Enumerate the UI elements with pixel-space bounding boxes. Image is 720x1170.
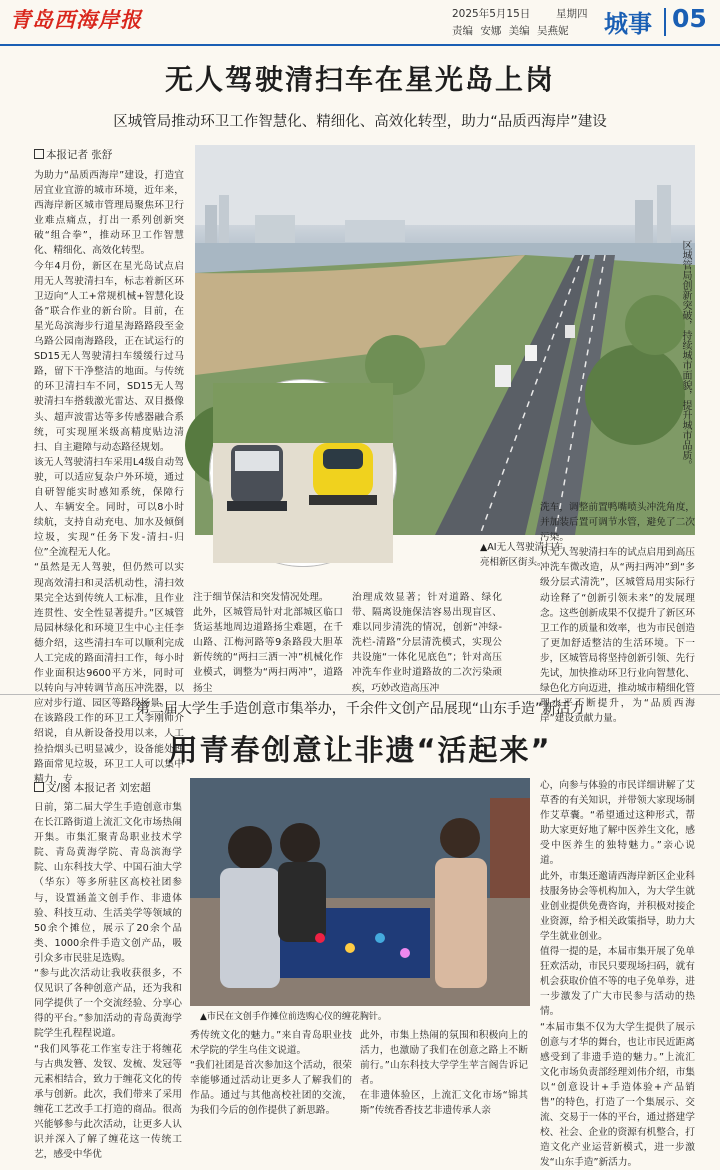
market-scene-graphic: [190, 778, 530, 1006]
article1-headline: 无人驾驶清扫车在星光岛上岗: [164, 63, 555, 96]
masthead-rule: [0, 44, 720, 46]
newspaper-logo: 青岛西海岸报: [10, 7, 142, 32]
article1-column-4: 洗车，调整前置鸭嘴喷头冲洗角度，并加装后置可调节水管，避免了二次污染。 从无人驾驶清扫车的试点启用到高压冲洗车微改造，从“两扫两冲”到“多级分层式清洗”，区城管局用实际行动诠释了“创新引领未来”的发展理念。这些创新成果不仅提升了新区环卫工作的质量和效率，也为市民创造了更加舒适整洁的生活环境。下一步，区城管局将坚持创新引领、先行先试，加快推动环卫行业向智慧化、绿色化方向迈进，推动城市精细化管理水平不断提升，为“品质西海岸”建设贡献力量。: [540, 502, 695, 725]
article2-column-3: 此外，市集上热闹的氛围和积极向上的活力，也激励了我们在创意之路上不断前行。”山东科技大学学生苹言阁告诉记者。 在非遗体验区，上流汇文化市场“锦其斯”传统香香技艺非遗传承人亲: [360, 1030, 528, 1117]
article2-byline: [34, 780, 151, 795]
cleaning-vehicles-graphic: [213, 383, 393, 563]
article1-byline-text: 本报记者 张舒: [46, 149, 113, 161]
issue-date: 2025年5月15日: [452, 8, 531, 20]
masthead: [0, 0, 720, 44]
article1-column-1: 为助力“品质西海岸”建设，打造宜居宜业宜游的城市环境，近年来，西海岸新区城市管理局聚焦环卫行业难点痛点，打出一系列创新突破“组合拳”，推动环卫工作智慧化、精细化、高效化转型。 今年4月份，新区在星光岛试点启用无人驾驶清扫车，标志着新区环卫迈向“人工+常规机械+智慧化设备”联合作业的新台阶。目前，在星光岛滨海步行道星海路路段至金乌路公园南海路段，正在试运行的SD15无人驾驶清扫车缓缓行过马路，留下干净整洁的地面。与传统的环卫清扫车不同，SD15无人驾驶清扫车搭载激光雷达、双目摄像头、超声波雷达等多传感器融合系统，可实现厘米级高精度贴边清扫、自主避障与动态路径规划。 该无人驾驶清扫车采用L4级自动驾驶，可以适应复杂户外环境，通过自研智能实时感知系统，保障行人、车辆安全。同时，可以8小时续航，支持自动充电、加水及倾倒垃圾，实现“任务下发-清扫-归位”全流程无人化。 “虽然是无人驾驶，但仍然可以实现高效清扫和灵活机动性，清扫效果完全达到传统人工标准，且作业连贯性、安全性显著提升。”区城管局园林绿化和环境卫生中心主任李德介绍，这些清扫车可以顺利完成人工完成的路面清扫工作，每小时作业面积达9600平方米，同时可以转向与冲转调节高压冲洗器，以应对步行道、园区等路段场景。 在该路段工作的环卫工人李刚师介绍说，自从新设备投用以来，人工捡拾烟头已明显减少，设备能处理路面常见垃圾，环卫工人可以集中精力，专: [34, 170, 184, 785]
article2-photo-caption: ▲市民在文创手作摊位前选购心仪的缠花胸针。: [200, 1012, 387, 1022]
article2-photo: [190, 778, 530, 1006]
section-divider: [664, 8, 666, 36]
square-icon: [34, 149, 44, 159]
issue-weekday: 星期四: [556, 8, 588, 20]
article2-kicker: 第二届大学生手造创意市集举办，千余件文创产品展现“山东手造”新活力: [135, 701, 585, 717]
article2-column-2: 秀传统文化的魅力。”来自青岛职业技术学院的学生乌佳文说道。 “我们社团是首次参加这个活动，很荣幸能够通过活动让更多人了解我们的作品。通过与其他高校社团的交流，为我们今后的创作提供了新思路。: [190, 1030, 352, 1117]
section-name: 城事: [604, 10, 652, 38]
article1-photo-side-caption: 区城管局创新突破，持续城市面貌，提升城市品质。: [680, 240, 691, 470]
page-number: 05: [672, 4, 707, 33]
article1-column-2: 注于细节保洁和突发情况处理。 此外，区城管局针对北部城区临口货运基地周边道路扬尘难题，在千山路、江梅河路等9条路段大胆革新传统的“两扫三洒一冲”机械化作业模式，调整为“两扫两冲”，道路扬尘: [193, 592, 343, 694]
article1-column-3: 治理成效显著；针对道路、绿化带、隔离设施保洁容易出现盲区、难以同步清洗的情况，创新“冲绿-洗栏-清路”分层清洗模式，实现公共设施“一体化见底色”；针对高压冲洗车作业时道路故的二次污染顽疾，巧妙改造高压冲: [352, 592, 502, 694]
cleaning-vehicles-inset-photo: [210, 380, 396, 566]
article1-byline: [34, 147, 112, 162]
editors-line: 责编 安娜 美编 吴燕妮: [452, 25, 569, 37]
article2-column-4: 心，向参与体验的市民详细讲解了艾草香的有关知识，并带领大家现场制作艾草囊。“希望通过这种形式，帮助大家更好地了解中医养生文化，感受中医养生的独特魅力。”亲心说道。 此外，市集还邀请西海岸新区企业科技服务协会等机构加入，为大学生就业创业提供免费咨询，并积极对接企业资源，给予相关政策指导，助力大学生就业创业。 值得一提的是，本届市集开展了免单狂欢活动，市民只要现场扫码，就有机会获取价值不等的电子免单券，进一步激发了广大市民参与活动的热情。 “本届市集不仅为大学生提供了展示创意与才华的舞台，也让市民近距离感受到了非遗手造的魅力。”上流汇文化市场负责部经理刘伟介绍，市集以“创意设计+手造体验+产品销售”的特色，打造了一个集展示、交流、交易于一体的平台，通过搭建学校、社会、企业的资源有机整合，打造文化产业运营新模式，进一步激发“山东手造”新活力。: [540, 780, 695, 1169]
article2-byline-text: 文/图 本报记者 刘宏超: [46, 782, 151, 794]
article1-inset-caption: ▲AI无人驾驶清扫车亮相新区街头。: [480, 542, 564, 568]
article1-subheadline: 区城管局推动环卫工作智慧化、精细化、高效化转型，助力“品质西海岸”建设: [113, 114, 607, 130]
article2-headline: 用青春创意让非遗“活起来”: [168, 733, 552, 767]
square-icon: [34, 782, 44, 792]
article2-column-1: 日前，第二届大学生手造创意市集在长江路街道上流汇文化市场热闹开集。市集汇聚青岛职业技术学院、青岛黄海学院、青岛滨海学院、山东科技大学、中国石油大学（华东）等多所驻区高校社团参与，设置涵盖文创手作、非遗体验、科技互动、生活美学等领域的50余个摊位，展示了20余个品类、1000余件手造文创产品，吸引众多市民驻足选购。 “参与此次活动让我收获很多，不仅见识了各种创意产品，还为我和同学提供了一个交流经验、分享心得的平台。”参加活动的青岛黄海学院学生孔程程说道。 “我们风筝花工作室专注于将缠花与古典发簪、发钗、发梳、发冠等元素相结合，致力于缠花文化的传承与创新。此次，我们带来了采用缠花工艺改手工打造的商品。很高兴能够参与此次活动，让更多人认识并深入了解了缠花这一传统工艺，感受中华优: [34, 802, 182, 1161]
article-divider: [0, 694, 720, 695]
